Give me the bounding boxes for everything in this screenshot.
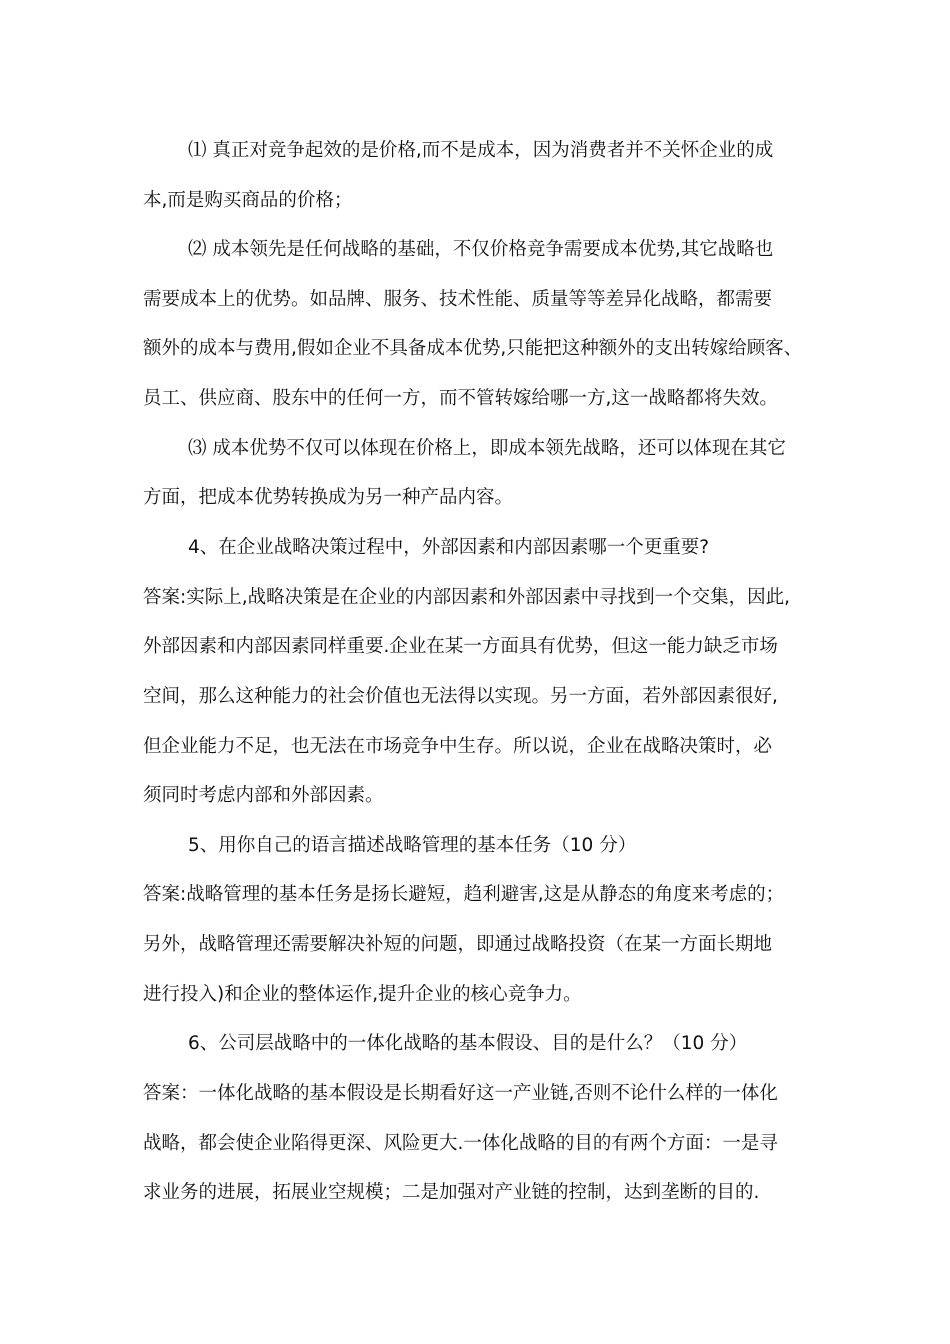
answer-line: 但企业能力不足，也无法在市场竞争中生存。所以说，企业在战略决策时，必 xyxy=(143,736,773,757)
question-heading: 6、公司层战略中的一体化战略的基本假设、目的是什么？（10 分） xyxy=(188,1033,748,1054)
answer-line: 进行投入)和企业的整体运作,提升企业的核心竞争力。 xyxy=(143,984,582,1005)
answer-line: 答案:战略管理的基本任务是扬长避短，趋利避害,这是从静态的角度来考虑的； xyxy=(143,884,785,905)
answer-line: 战略，都会使企业陷得更深、风险更大.一体化战略的目的有两个方面：一是寻 xyxy=(143,1133,778,1154)
answer-line: 另外，战略管理还需要解决补短的问题，即通过战略投资（在某一方面长期地 xyxy=(143,934,773,955)
paragraph-line: 需要成本上的优势。如品牌、服务、技术性能、质量等等差异化战略，都需要 xyxy=(143,289,773,310)
answer-line: 答案：一体化战略的基本假设是长期看好这一产业链,否则不论什么样的一体化 xyxy=(143,1083,778,1104)
paragraph-line: 本,而是购买商品的价格； xyxy=(143,190,353,211)
paragraph-line: ⑶ 成本优势不仅可以体现在价格上，即成本领先战略，还可以体现在其它 xyxy=(188,438,786,459)
paragraph-line: ⑵ 成本领先是任何战略的基础，不仅价格竞争需要成本优势,其它战略也 xyxy=(188,239,774,260)
paragraph-line: ⑴ 真正对竞争起效的是价格,而不是成本，因为消费者并不关怀企业的成 xyxy=(188,140,774,161)
paragraph-line: 额外的成本与费用,假如企业不具备成本优势,只能把这种额外的支出转嫁给顾客、 xyxy=(143,338,803,359)
paragraph-line: 员工、供应商、股东中的任何一方，而不管转嫁给哪一方,这一战略都将失效。 xyxy=(143,388,778,409)
question-heading: 5、用你自己的语言描述战略管理的基本任务（10 分） xyxy=(188,835,637,856)
answer-line: 答案:实际上,战略决策是在企业的内部因素和外部因素中寻找到一个交集，因此, xyxy=(143,587,790,608)
answer-line: 求业务的进展，拓展业空规模；二是加强对产业链的控制，达到垄断的目的. xyxy=(143,1182,760,1203)
answer-line: 须同时考虑内部和外部因素。 xyxy=(143,785,384,806)
question-heading: 4、在企业战略决策过程中，外部因素和内部因素哪一个更重要? xyxy=(188,537,710,558)
answer-line: 空间，那么这种能力的社会价值也无法得以实现。另一方面，若外部因素很好, xyxy=(143,686,778,707)
paragraph-line: 方面，把成本优势转换成为另一种产品内容。 xyxy=(143,487,514,508)
answer-line: 外部因素和内部因素同样重要.企业在某一方面具有优势，但这一能力缺乏市场 xyxy=(143,636,778,657)
